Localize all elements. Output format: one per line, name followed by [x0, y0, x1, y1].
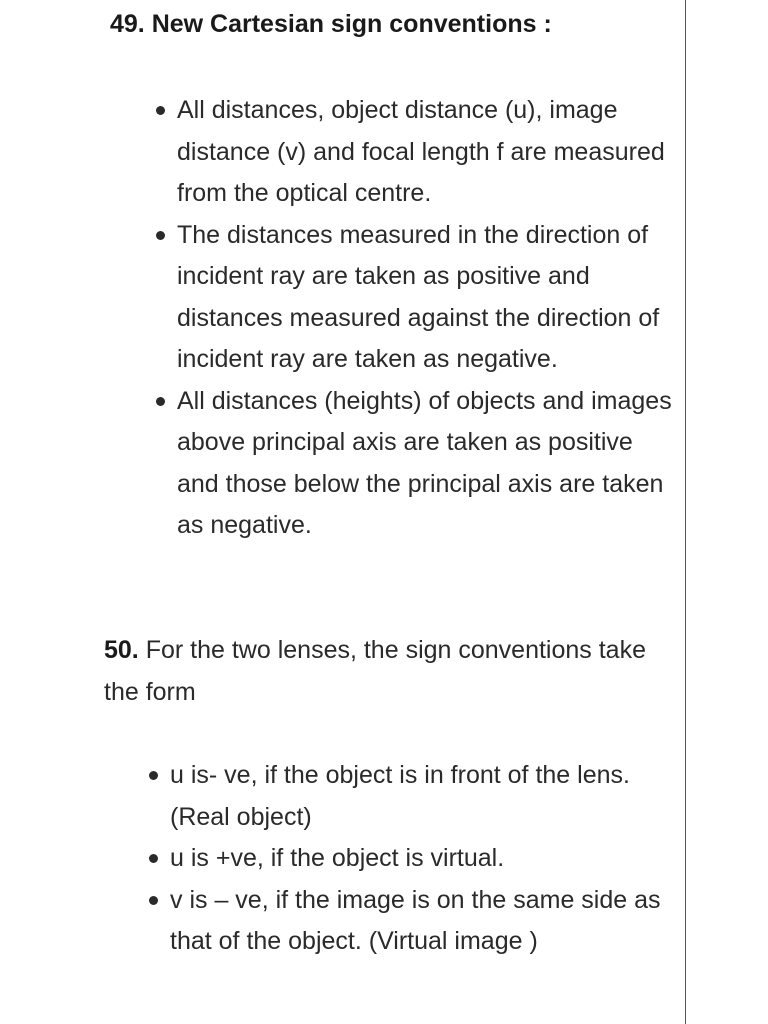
bullet-dot-icon: [156, 231, 165, 240]
bullet-text: v is – ve, if the image is on the same side as that of the object. (Virtual image ): [170, 885, 661, 955]
bullet-text: u is- ve, if the object is in front of the lens. (Real object): [170, 761, 630, 831]
bullet-dot-icon: [156, 106, 165, 115]
bullet-text: u is +ve, if the object is virtual.: [170, 844, 505, 872]
section-49-bullet-list: [177, 90, 672, 547]
list-item: [177, 90, 672, 215]
section-49-heading: 49. New Cartesian sign conventions :: [110, 10, 552, 38]
bullet-dot-icon: [156, 397, 165, 406]
bullet-text: All distances, object distance (u), image distance (v) and focal length f are measured from the optical centre.: [177, 96, 665, 207]
list-item: [170, 755, 665, 838]
right-margin: [686, 0, 768, 1024]
bullet-text: The distances measured in the direction of incident ray are taken as positive and distances measured against the direction of incident ray are taken as negative.: [177, 220, 660, 373]
list-item: [170, 880, 665, 963]
bullet-dot-icon: [149, 854, 158, 863]
bullet-dot-icon: [149, 771, 158, 780]
list-item: [170, 838, 665, 880]
bullet-text: All distances (heights) of objects and images above principal axis are taken as positive and those below the principal axis are taken as negative.: [177, 386, 672, 539]
section-50-number: 50.: [104, 636, 139, 664]
section-50-paragraph: [104, 629, 664, 713]
section-50-bullet-list: [170, 755, 665, 963]
list-item: [177, 215, 672, 381]
list-item: [177, 381, 672, 547]
bullet-dot-icon: [149, 896, 158, 905]
section-50-text: For the two lenses, the sign conventions take the form: [104, 636, 646, 706]
